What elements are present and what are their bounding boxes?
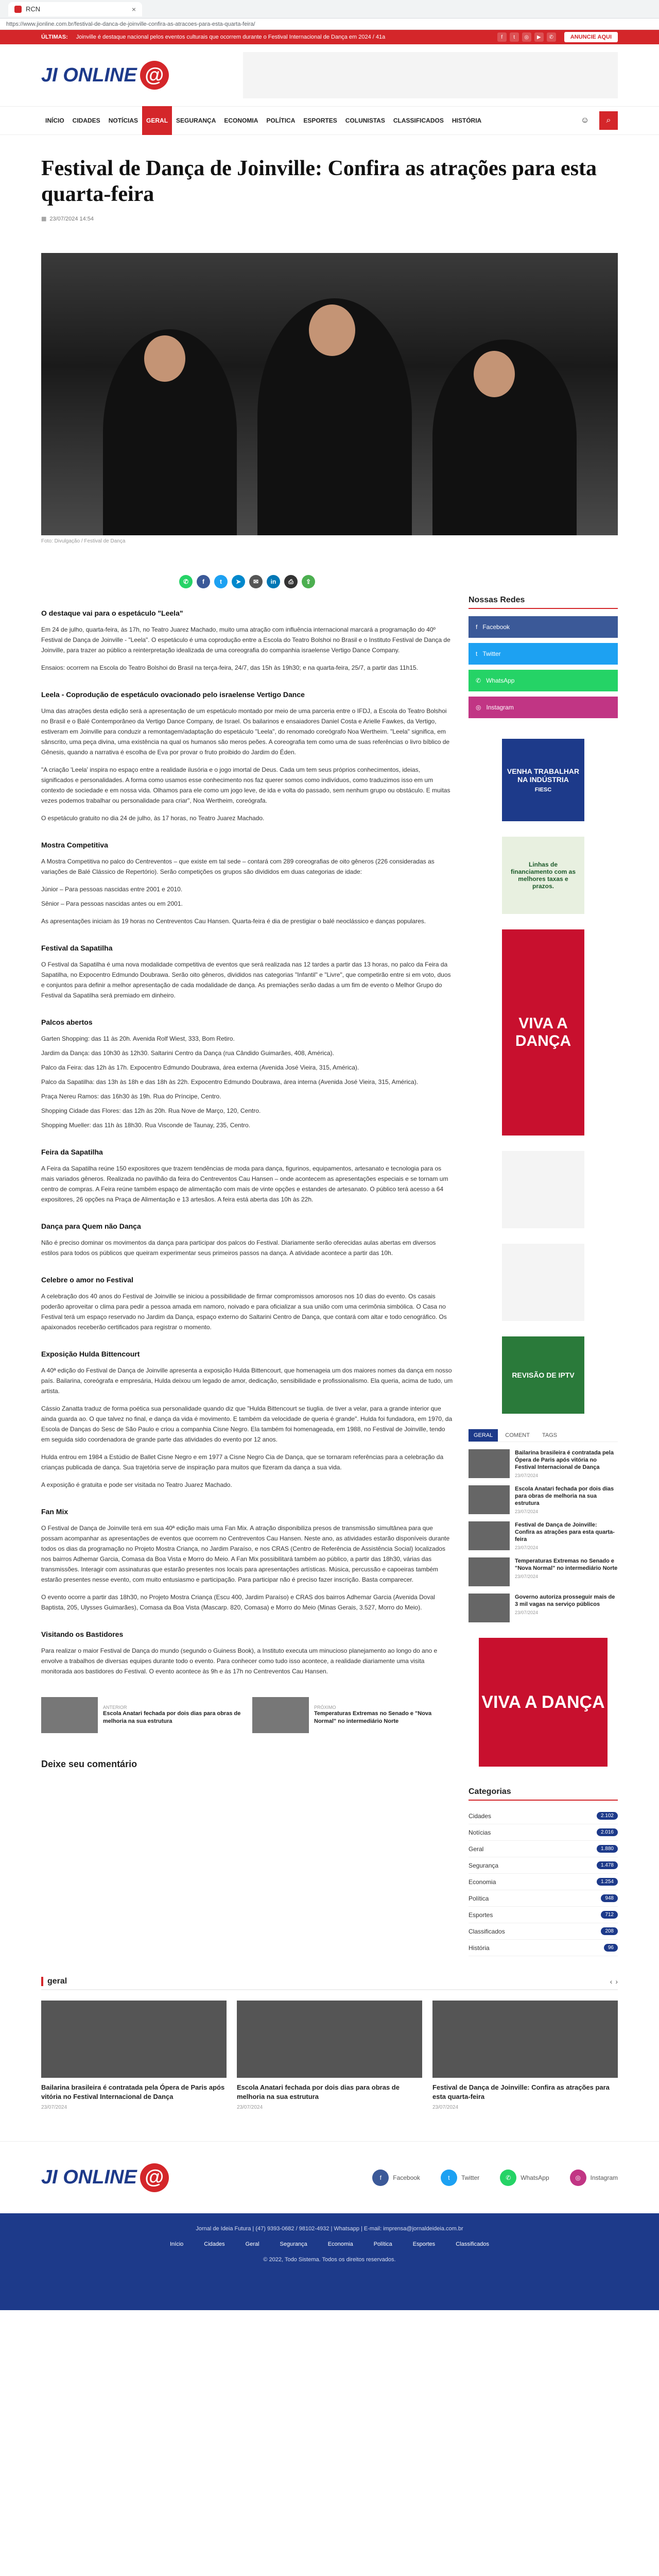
- category-name: Economia: [469, 1878, 496, 1886]
- twitter-icon[interactable]: t: [214, 575, 228, 588]
- category-item[interactable]: [469, 1841, 618, 1857]
- post-title: Bailarina brasileira é contratada pela Ópera de Paris após vitória no Festival Internacional de Dança: [515, 1450, 614, 1470]
- category-item[interactable]: [469, 1890, 618, 1907]
- post-title: Escola Anatari fechada por dois dias para obras de melhoria na sua estrutura: [515, 1486, 614, 1506]
- social-title: Nossas Redes: [469, 596, 618, 609]
- nav-item-noticias[interactable]: NOTÍCIAS: [108, 117, 138, 124]
- browser-tab[interactable]: [8, 2, 142, 16]
- footer-link[interactable]: Classificados: [456, 2241, 489, 2247]
- post-thumbnail: [237, 2001, 422, 2078]
- geral-title: geral: [41, 1977, 67, 1986]
- twitter-icon: t: [476, 650, 478, 657]
- post-date: 23/07/2024: [41, 2105, 67, 2110]
- section-paragraph: Não é preciso dominar os movimentos da dança para participar dos palcos do Festival. Diariamente serão oferecidas aulas abertas em diversos estilos para todos os públicos que queiram experimentar seus primeiros passos na dança. A atividade acontece a partir das 10h.: [41, 1239, 436, 1257]
- hero-image: [41, 253, 618, 535]
- category-name: Geral: [469, 1845, 484, 1853]
- share-row: [41, 575, 453, 588]
- next-title[interactable]: Temperaturas Extremas no Senado e "Nova Normal" no intermediário Norte: [314, 1710, 432, 1724]
- facebook-icon[interactable]: f: [197, 575, 210, 588]
- section-heading: Festival da Sapatilha: [41, 944, 113, 952]
- close-icon[interactable]: ×: [131, 5, 136, 13]
- facebook-icon: f: [476, 623, 478, 631]
- top-strip: [0, 30, 659, 44]
- post-thumbnail: [469, 1557, 510, 1586]
- social-facebook[interactable]: [469, 616, 618, 638]
- section-heading: Feira da Sapatilha: [41, 1148, 103, 1156]
- print-icon[interactable]: ⎙: [284, 575, 298, 588]
- logo-text: JI ONLINE: [41, 2166, 137, 2188]
- dancer-head: [474, 351, 515, 397]
- social-instagram[interactable]: [469, 697, 618, 718]
- next-label: PRÓXIMO: [314, 1705, 336, 1710]
- list-item[interactable]: [469, 1557, 618, 1586]
- category-count: 96: [604, 1944, 618, 1952]
- whatsapp-icon[interactable]: ✆: [547, 32, 556, 42]
- list-item: Palco da Feira: das 12h às 17h. Expocentro Edmundo Doubrawa, área externa (Avenida José Vieira, 315, América).: [41, 1064, 359, 1071]
- list-item: Sênior – Para pessoas nascidas antes ou em 2001.: [41, 900, 183, 907]
- tab-geral[interactable]: GERAL: [469, 1429, 498, 1442]
- post-thumbnail: [469, 1485, 510, 1514]
- comments-title: Deixe seu comentário: [41, 1759, 137, 1769]
- favicon-icon: [14, 6, 22, 13]
- logo-at: @: [140, 61, 169, 90]
- post-thumbnail: [41, 2001, 227, 2078]
- nav-item-politica[interactable]: POLÍTICA: [266, 117, 296, 124]
- post-thumbnail: [432, 2001, 618, 2078]
- post-title: Governo autoriza prosseguir mais de 3 mil vagas na serviço públicos: [515, 1594, 615, 1607]
- section-paragraph: A Mostra Competitiva no palco do Centreventos – que existe em tal sede – contará com 289 coreografias de oito gêneros (226 consideradas as variações de Balé Clássico de Repertório). Serão competições os grupos são divididos em duas categorias de idade:: [41, 858, 435, 875]
- social-label: WhatsApp: [486, 677, 515, 684]
- category-count: 1.478: [597, 1861, 618, 1869]
- categories-title: Categorias: [469, 1787, 618, 1801]
- tab-title: RCN: [26, 5, 41, 13]
- stage-list: [41, 1033, 453, 1130]
- categories-list: [469, 1808, 618, 1956]
- category-name: Classificados: [469, 1927, 505, 1935]
- section-paragraph: Uma das atrações desta edição será a apresentação de um espetáculo montado por meio de uma parceria entre o IFDJ, a Escola do Teatro Bolshoi no Brasil e o Balé Contemporâneo da Vertigo Dance Company, de Israel. Os bailarinos e ensaiadores Daniel Costa e Arielle Fawkes, da Vertigo, estiveram em Joinville para conduzir a remontagem/adaptação do espetáculo "Leela", do renomado coreógrafo Noa Wertheim. "Leela" significa, em sânscrito, uma peça divina, uma existência na qual os humanos são meros peões. A coreografia tem como uma de suas referências o livro bíblico de Gênesis, quando a narrativa é escolha de Eva por provar o fruto proibido do Jardim do Éden.: [41, 707, 450, 756]
- section-paragraph: A Feira da Sapatilha reúne 150 expositores que trazem tendências de moda para dança, figurinos, equipamentos, artesanato e tecnologia para os mais variados gêneros. Realizada no pavilhão da feira do Centreventos Cau Hansen – onde acontecem as apresentações especiais e se tornam um centro de compras. A Feira reúne também espaço de alimentação com mais de vinte opções e estandes de artesanato. O público terá acesso a 64 expositores, 26 opções na Praça de Alimentação e 13 artesãos. A feira está aberta das 10h às 22h.: [41, 1165, 448, 1203]
- geral-card[interactable]: [237, 2001, 422, 2110]
- section-heading: Exposição Hulda Bittencourt: [41, 1350, 140, 1358]
- browser-tabbar: [0, 0, 659, 19]
- footer-link[interactable]: Esportes: [412, 2241, 436, 2247]
- footer-logo[interactable]: [41, 2163, 169, 2192]
- category-name: Notícias: [469, 1828, 491, 1836]
- footer-social-label: WhatsApp: [521, 2174, 549, 2181]
- post-thumbnail: [469, 1449, 510, 1478]
- post-date: 23/07/2024: [515, 1545, 539, 1550]
- nav-item-seguranca[interactable]: SEGURANÇA: [176, 117, 216, 124]
- category-list: [41, 884, 453, 909]
- list-item: Júnior – Para pessoas nascidas entre 2001 e 2010.: [41, 886, 183, 893]
- article-date: 23/07/2024 14:54: [49, 215, 94, 222]
- geral-card[interactable]: [432, 2001, 618, 2110]
- ad-text: VIVA A DANÇA: [481, 1692, 605, 1712]
- header-ad[interactable]: [243, 52, 618, 98]
- list-item: Shopping Mueller: das 11h às 18h30. Rua Visconde de Taunay, 235, Centro.: [41, 1122, 251, 1129]
- footer-link[interactable]: Geral: [245, 2241, 259, 2247]
- article-body: [41, 575, 453, 1956]
- nav-item-geral[interactable]: GERAL: [142, 106, 172, 135]
- social-whatsapp[interactable]: [469, 670, 618, 691]
- social-label: Instagram: [486, 704, 514, 711]
- list-item: Jardim da Dança: das 10h30 às 12h30. Saltarini Centro da Dança (rua Cândido Guimarães, 408, América).: [41, 1049, 334, 1057]
- footer-links: [41, 2241, 618, 2247]
- sidebar: [469, 575, 618, 1956]
- nav-item-cidades[interactable]: CIDADES: [72, 117, 100, 124]
- footer-social-label: Facebook: [393, 2174, 420, 2181]
- footer-link[interactable]: Segurança: [280, 2241, 307, 2247]
- category-name: Segurança: [469, 1861, 499, 1869]
- category-item[interactable]: [469, 1907, 618, 1923]
- email-icon[interactable]: ✉: [249, 575, 263, 588]
- logo-at: @: [140, 2163, 169, 2192]
- post-date: 23/07/2024: [237, 2105, 263, 2110]
- section-paragraph: O espetáculo gratuito no dia 24 de julho, às 17 horas, no Teatro Juarez Machado.: [41, 815, 265, 822]
- geral-grid: [41, 2001, 618, 2110]
- footer-link[interactable]: Início: [169, 2241, 184, 2247]
- section-paragraph: O Festival da Sapatilha é uma nova modalidade competitiva de eventos que será realizada nas 12 tardes a partir das 13 horas, no palco da Feira da Sapatilha, no Expocentro Edmundo Doubrawa. Serão oito gêneros, divididos nas categorias "Infantil" e "Livre", que competirão entre si em voto, duos e conjuntos para definir a melhor apresentação de cada modalidade de dança. As premiações serão dadas a um fim de evento o Melhor Grupo do Festival da Sapatilha será premiado em dinheiro.: [41, 961, 451, 999]
- article-title: Festival de Dança de Joinville: Confira as atrações para esta quarta-feira: [41, 157, 597, 206]
- section-heading: Visitando os Bastidores: [41, 1630, 124, 1638]
- share-icon[interactable]: ⇪: [302, 575, 315, 588]
- address-bar[interactable]: [0, 19, 659, 30]
- category-count: 712: [601, 1911, 618, 1919]
- section-paragraph: Em 24 de julho, quarta-feira, às 17h, no Teatro Juarez Machado, muito uma atração com influência internacional marcará a programação do 40º Festival de Dança de Joinville - "Leela". O espetáculo é uma coprodução entre a Escola do Teatro Bolshoi no Brasil e o Instituto Festival de Dança de Joinville, para trazer ao público a reinterpretação idealizada de uma coreografia do companhia israelense Vertigo Dance Company.: [41, 626, 450, 654]
- list-item[interactable]: [469, 1594, 618, 1622]
- list-item: Palco da Sapatilha: das 13h às 18h e das 18h às 22h. Expocentro Edmundo Doubrawa, área interna (Avenida José Vieira, 315, América).: [41, 1078, 419, 1086]
- nav-item-economia[interactable]: ECONOMIA: [224, 117, 258, 124]
- prev-title[interactable]: Escola Anatari fechada por dois dias para obras de melhoria na sua estrutura: [103, 1710, 241, 1724]
- blank-ad[interactable]: [502, 1244, 584, 1321]
- search-icon[interactable]: ⌕: [599, 111, 618, 130]
- section-heading: Dança para Quem não Dança: [41, 1222, 141, 1230]
- address-text: https://www.jionline.com.br/festival-de-danca-de-joinville-confira-as-atracoes-para-esta-quarta-feira/: [6, 21, 255, 27]
- main-nav: [0, 106, 659, 135]
- instagram-icon: ◎: [570, 2170, 586, 2186]
- prev-post[interactable]: [41, 1697, 242, 1733]
- social-twitter[interactable]: [469, 643, 618, 665]
- twitter-icon: t: [441, 2170, 457, 2186]
- ad-text: VENHA TRABALHAR NA INDÚSTRIA: [507, 767, 580, 784]
- list-item[interactable]: [469, 1521, 618, 1550]
- category-name: Cidades: [469, 1812, 492, 1820]
- list-item: Praça Nereu Ramos: das 16h30 às 19h. Rua do Príncipe, Centro.: [41, 1093, 221, 1100]
- twitter-icon[interactable]: t: [510, 32, 519, 42]
- category-count: 208: [601, 1927, 618, 1935]
- nav-item-esportes[interactable]: ESPORTES: [303, 117, 337, 124]
- social-label: Twitter: [482, 650, 501, 657]
- tab-coment[interactable]: COMENT: [505, 1432, 530, 1438]
- category-item[interactable]: [469, 1923, 618, 1940]
- list-item[interactable]: [469, 1449, 618, 1478]
- chevron-right-icon[interactable]: ›: [615, 1977, 618, 1986]
- footer-facebook[interactable]: [372, 2170, 420, 2186]
- section-paragraph: A exposição é gratuita e pode ser visitada no Teatro Juarez Machado.: [41, 1481, 232, 1488]
- ticker-label: ÚLTIMAS:: [41, 34, 68, 40]
- next-post[interactable]: [252, 1697, 453, 1733]
- posts-tabs: [469, 1429, 618, 1442]
- footer-instagram[interactable]: [570, 2170, 618, 2186]
- section-paragraph: A 40ª edição do Festival de Dança de Joinville apresenta a exposição Hulda Bittencourt, que homenageia um dos maiores nomes da dança em nosso país. Bailarina, coreógrafa e empresária, Hulda deixou um legado de amor, dedicação, sensibilidade e profissionalismo. Ela queria, acima de tudo, um artista.: [41, 1367, 453, 1395]
- category-count: 1.254: [597, 1878, 618, 1886]
- whatsapp-icon: ✆: [476, 677, 481, 684]
- anuncie-button[interactable]: ANUNCIE AQUI: [564, 32, 618, 42]
- list-item[interactable]: [469, 1485, 618, 1514]
- ad-text: Linhas de financiamento com as melhores taxas e prazos.: [510, 861, 576, 890]
- instagram-icon[interactable]: ◎: [522, 32, 531, 42]
- instagram-icon: ◎: [476, 704, 481, 711]
- geral-card[interactable]: [41, 2001, 227, 2110]
- section-paragraph: Ensaios: ocorrem na Escola do Teatro Bolshoi do Brasil na terça-feira, 24/7, das 15h às 19h30; e na quarta-feira, 25/7, a partir das 11h15.: [41, 664, 418, 671]
- article-meta: [41, 215, 618, 222]
- section-paragraph: O evento ocorre a partir das 18h30, no Projeto Mostra Criança (Escu 400, Jardim Paraíso) e CRAS dos bairros Adhemar Garcia (Avenida Doval Baptista, 205, Ulysses Guimarães), Comasa da Boa Vista (Mascarp. 820, Comasa) e Morro do Meio (Minas Gerais, 3.527, Morro do Meio).: [41, 1594, 435, 1611]
- facebook-icon[interactable]: f: [497, 32, 507, 42]
- top-social: [497, 32, 556, 42]
- dancer-head: [144, 335, 185, 382]
- post-thumbnail: [41, 1697, 98, 1733]
- whatsapp-icon[interactable]: ✆: [179, 575, 193, 588]
- site-logo[interactable]: [41, 61, 169, 90]
- category-name: Esportes: [469, 1911, 493, 1919]
- prev-label: ANTERIOR: [103, 1705, 127, 1710]
- whatsapp-icon: ✆: [500, 2170, 516, 2186]
- section-paragraph: A celebração dos 40 anos do Festival de Joinville se iniciou a possibilidade de firmar compromissos amorosos nos 10 dias do evento. Os casais poderão aproveitar o clima para pedir a pessoa amada em namoro, noivado e para oficializar a sua união com uma cerimônia simbólica. O Casa no Festival terá um espaço reservado no Jardim da Dança, espaço externo do Saltarini Centro de Dança, que contará com altar e todo cenográfico. Os apaixonados receberão certificados para registrar o momento.: [41, 1293, 447, 1331]
- list-item: Garten Shopping: das 11 às 20h. Avenida Rolf Wiest, 333, Bom Retiro.: [41, 1035, 235, 1042]
- fiesc-ad[interactable]: [502, 739, 584, 821]
- chevron-left-icon[interactable]: ‹: [610, 1977, 613, 1986]
- carousel-controls: [610, 1977, 618, 1986]
- footer-bottom: [0, 2213, 659, 2310]
- section-heading: Leela - Coprodução de espetáculo ovacionado pelo israelense Vertigo Dance: [41, 690, 305, 699]
- footer-link[interactable]: Economia: [327, 2241, 353, 2247]
- iptv-ad[interactable]: [502, 1336, 584, 1414]
- section-paragraph: Para realizar o maior Festival de Dança do mundo (segundo o Guiness Book), a Instituto executa um minucioso planejamento ao longo do ano e envolve a trabalhos de diversas equipes durante todo o evento. Para conhecer como tudo isso acontece, a realidade diariamente uma visita monitorada aos bastidores do Festival. O evento acontece às 9h e às 17h no Centreventos Cau Hansen.: [41, 1647, 438, 1675]
- section-paragraph: As apresentações iniciam às 19 horas no Centreventos Cau Hansen. Quarta-feira é dia de prestigiar o balé neoclássico e danças populares.: [41, 918, 426, 925]
- viva-danca-ad[interactable]: [479, 1638, 608, 1767]
- footer-twitter[interactable]: [441, 2170, 479, 2186]
- post-thumbnail: [469, 1521, 510, 1550]
- geral-header: [41, 1977, 618, 1990]
- category-item[interactable]: [469, 1857, 618, 1874]
- footer-top: [0, 2141, 659, 2213]
- nav-item-colunistas[interactable]: COLUNISTAS: [345, 117, 385, 124]
- post-title: Temperaturas Extremas no Senado e "Nova Normal" no intermediário Norte: [515, 1558, 618, 1571]
- post-date: 23/07/2024: [515, 1509, 539, 1514]
- section-heading: O destaque vai para o espetáculo "Leela": [41, 609, 183, 617]
- footer-link[interactable]: Política: [373, 2241, 392, 2247]
- hero-caption: Foto: Divulgação / Festival de Dança: [41, 538, 126, 544]
- category-count: 1.880: [597, 1845, 618, 1853]
- footer-social-label: Twitter: [461, 2174, 480, 2181]
- post-date: 23/07/2024: [515, 1574, 539, 1579]
- section-paragraph: "A criação 'Leela' inspira no espaço entre a realidade ilusória e o jogo imortal de Deus. Cada um tem seus próprios conhecimentos, ideias, significados e personalidades. A forma como usamos esse conhecimento nos faz querer somos como indivíduos, como traduzimos isso em um contexto de sociedade e em nossa vida. Olhamos para ele como um jogo leve, de ida e volta do passado, sem nenhum grupo ou obstáculo. E muitas vezes podemos trabalhar ou personalidade para criar", Noa Wertheim, coreógrafa.: [41, 766, 450, 804]
- related-posts: [41, 1697, 453, 1733]
- category-name: Política: [469, 1894, 489, 1902]
- youtube-icon[interactable]: ▶: [534, 32, 544, 42]
- list-item: Shopping Cidade das Flores: das 12h às 20h. Rua Nove de Março, 120, Centro.: [41, 1107, 261, 1114]
- category-count: 2.102: [597, 1812, 618, 1820]
- nav-tools: [576, 111, 618, 130]
- finance-ad[interactable]: [502, 837, 584, 914]
- post-title: Escola Anatari fechada por dois dias para obras de melhoria na sua estrutura: [237, 2083, 400, 2100]
- category-item[interactable]: [469, 1940, 618, 1956]
- section-heading: Palcos abertos: [41, 1018, 93, 1026]
- post-date: 23/07/2024: [515, 1610, 539, 1615]
- footer-social-label: Instagram: [590, 2174, 618, 2181]
- footer-copyright: © 2022, Todo Sistema. Todos os direitos reservados.: [263, 2257, 396, 2263]
- section-heading: Fan Mix: [41, 1507, 68, 1516]
- linkedin-icon[interactable]: in: [267, 575, 280, 588]
- telegram-icon[interactable]: ➤: [232, 575, 245, 588]
- nav-item-historia[interactable]: HISTÓRIA: [452, 117, 482, 124]
- category-item[interactable]: [469, 1874, 618, 1890]
- viva-danca-ad[interactable]: [502, 929, 584, 1136]
- calendar-icon: ▦: [41, 216, 47, 222]
- social-label: Facebook: [482, 623, 510, 631]
- post-thumbnail: [469, 1594, 510, 1622]
- category-count: 2.016: [597, 1828, 618, 1836]
- category-count: 948: [601, 1894, 618, 1902]
- post-title: Bailarina brasileira é contratada pela Ópera de Paris após vitória no Festival Internacional de Dança: [41, 2083, 225, 2100]
- post-date: 23/07/2024: [515, 1473, 539, 1478]
- nav-item-classificados[interactable]: CLASSIFICADOS: [393, 117, 444, 124]
- footer-whatsapp[interactable]: [500, 2170, 549, 2186]
- section-paragraph: Cássio Zanatta traduz de forma poética sua personalidade quando diz que "Hulda Bittencourt se tiuglia. de tiver a velar, para a grande interior que ainda guarda ao. O que talvez no final, e dança da vida é movimento. E também da velocidade de queria é grande". Hulda foi fundadora, em 1970, da Escola de Danças do Sesc de São Paulo e criou a companhia Cisne Negro. Ela também foi homenageada, em 1988, no Festival de Joinville, tendo em seguida sido coordenadora de grande parte das atividades do evento por 12 anos.: [41, 1405, 453, 1443]
- ad-sub: FIESC: [534, 787, 552, 793]
- section-heading: Mostra Competitiva: [41, 841, 108, 849]
- ad-text: VIVA A DANÇA: [515, 1015, 571, 1049]
- geral-section: [0, 1977, 659, 2110]
- ticker-text[interactable]: Joinville é destaque nacional pelos eventos culturais que ocorrem durante o Festival Internacional de Dança em 2024 / 41a: [76, 34, 386, 40]
- nav-item-inicio[interactable]: INÍCIO: [45, 117, 64, 124]
- section-paragraph: O Festival de Dança de Joinville terá em sua 40ª edição mais uma Fan Mix. A atração disponibiliza presos de transmissão simultânea para que possam acompanhar as apresentações de eventos que ocorrem no Centreventos Cau Hansen. Neste ano, as atividades estarão disponíveis durante todos os dias da programação no Projeto Mostra Criança, no Jardim Paraíso, e nos CRAS (Centro de Referência de Assistência Social) localizados nos bairros Adhemar Garcia, Comasa da Boa Vista e Morro do Meio. A Fan Mix possibilitará também ao público, a partir das 18h30, várias das transmissões. Interagir com assinaturas que estarão presentes nos locais para apresentações artísticas. Música, percussão e capoeiras também estarão presentes nesse evento, com muito entusiasmo e participação. Para participar não é preciso fazer inscrição. Basta comparecer.: [41, 1524, 450, 1583]
- category-name: História: [469, 1944, 490, 1952]
- content-wrap: [0, 575, 659, 1956]
- blank-ad[interactable]: [502, 1151, 584, 1228]
- footer-link[interactable]: Cidades: [204, 2241, 225, 2247]
- section-paragraph: Hulda entrou em 1984 a Estúdio de Ballet Cisne Negro e em 1977 a Cisne Negro Cia de Dança, que se tornaram referências para a celebração da crianças publicada de dança. Sua trajetória serve de inspiração para muitos que fizeram da dança a sua vida.: [41, 1453, 444, 1471]
- tab-tags[interactable]: TAGS: [542, 1432, 558, 1438]
- post-thumbnail: [252, 1697, 309, 1733]
- post-date: 23/07/2024: [432, 2105, 459, 2110]
- logo-text: JI ONLINE: [41, 64, 137, 86]
- post-title: Festival de Dança de Joinville: Confira as atrações para esta quarta-feira: [515, 1522, 615, 1543]
- post-title: Festival de Dança de Joinville: Confira as atrações para esta quarta-feira: [432, 2083, 610, 2100]
- footer-address: Jornal de Ideia Futura | (47) 9393-0682 / 98102-4932 | Whatsapp | E-mail: imprensa@jornaldeideia.com.br: [196, 2226, 463, 2232]
- site-header: [0, 44, 659, 106]
- social-list: [469, 616, 618, 718]
- dancer-head: [309, 304, 355, 356]
- category-item[interactable]: [469, 1808, 618, 1824]
- ad-text: REVISÃO DE IPTV: [512, 1371, 575, 1379]
- user-icon[interactable]: ☺: [580, 116, 589, 125]
- section-heading: Celebre o amor no Festival: [41, 1276, 133, 1284]
- facebook-icon: f: [372, 2170, 389, 2186]
- category-item[interactable]: [469, 1824, 618, 1841]
